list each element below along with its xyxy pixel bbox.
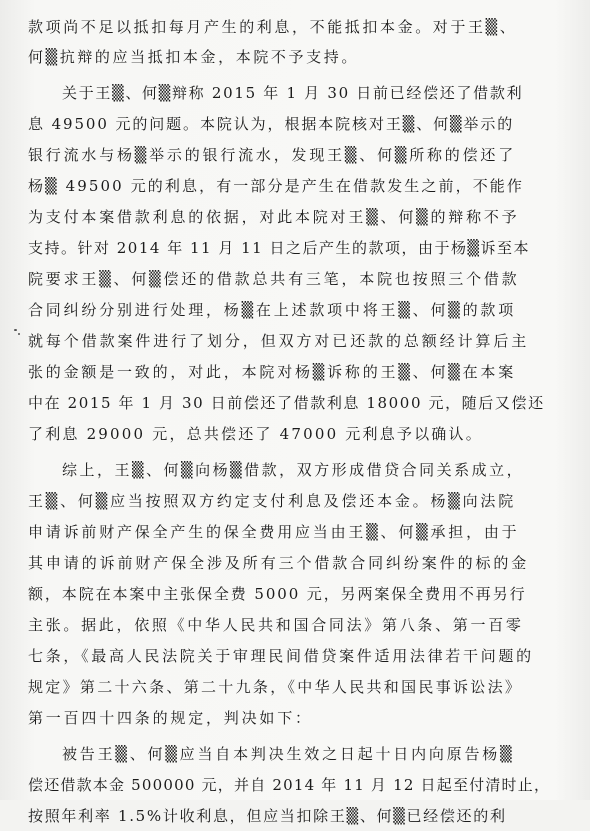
text-line: 了利息 29000 元，总共偿还了 47000 元利息予以确认。	[28, 425, 483, 443]
text-line: 综上，王▒、何▒向杨▒借款，双方形成借贷合同关系成立，	[62, 461, 525, 479]
text-line: 合同纠纷分别进行处理，杨▒在上述款项中将王▒、何▒的款项	[28, 301, 517, 319]
scan-artifact	[18, 333, 20, 335]
text-line: 偿还借款本金 500000 元，并自 2014 年 11 月 12 日起至付清时止，	[28, 776, 551, 794]
text-line: 额，本院在本案中主张保全费 5000 元，另两案保全费用不再另行	[28, 585, 527, 603]
text-line: 就每个借款案件进行了划分，但双方对已还款的总额经计算后主	[28, 332, 530, 350]
text-line: 关于王▒、何▒辩称 2015 年 1 月 30 日前已经偿还了借款利	[62, 84, 524, 102]
text-line: 款项尚不足以抵扣每月产生的利息，不能抵扣本金。对于王▒、	[28, 18, 518, 36]
text-line: 主张。据此，依照《中华人民共和国合同法》第八条、第一百零	[28, 616, 524, 634]
text-line: 院要求王▒、何▒偿还的借款总共有三笔，本院也按照三个借款	[28, 270, 520, 288]
text-line: 杨▒ 49500 元的利息，有一部分是产生在借款发生之前，不能作	[28, 177, 524, 195]
text-line: 息 49500 元的问题。本院认为，根据本院核对王▒、何▒举示的	[28, 115, 515, 133]
text-line: 按照年利率 1.5%计收利息，但应当扣除王▒、何▒已经偿还的利	[28, 807, 507, 825]
text-line: 何▒抗辩的应当抵扣本金，本院不予支持。	[28, 48, 359, 66]
text-line: 被告王▒、何▒应当自本判决生效之日起十日内向原告杨▒	[62, 745, 515, 763]
text-line: 王▒、何▒应当按照双方约定支付利息及偿还本金。杨▒向法院	[28, 492, 517, 510]
text-line: 其申请的诉前财产保全涉及所有三个借款合同纠纷案件的标的金	[28, 554, 530, 572]
text-line: 张的金额是一致的，对此，本院对杨▒诉称的王▒、何▒在本案	[28, 363, 517, 381]
text-line: 为支付本案借款利息的依据，对此本院对王▒、何▒的辩称不予	[28, 208, 520, 226]
text-line: 第一百四十四条的规定，判决如下：	[28, 709, 313, 727]
text-line: 申请诉前财产保全产生的保全费用应当由王▒、何▒承担，由于	[28, 523, 520, 541]
text-line: 中在 2015 年 1 月 30 日前偿还了借款利息 18000 元，随后又偿还	[28, 394, 545, 412]
scan-artifact	[14, 329, 17, 331]
text-line: 七条，《最高人民法院关于审理民间借贷案件适用法律若干问题的	[28, 647, 534, 665]
text-line: 支持。针对 2014 年 11 月 11 日之后产生的款项，由于杨▒诉至本	[28, 239, 530, 257]
text-line: 规定》第二十六条、第二十九条，《中华人民共和国民事诉讼法》	[28, 678, 523, 696]
text-line: 银行流水与杨▒举示的银行流水，发现王▒、何▒所称的偿还了	[28, 146, 517, 164]
